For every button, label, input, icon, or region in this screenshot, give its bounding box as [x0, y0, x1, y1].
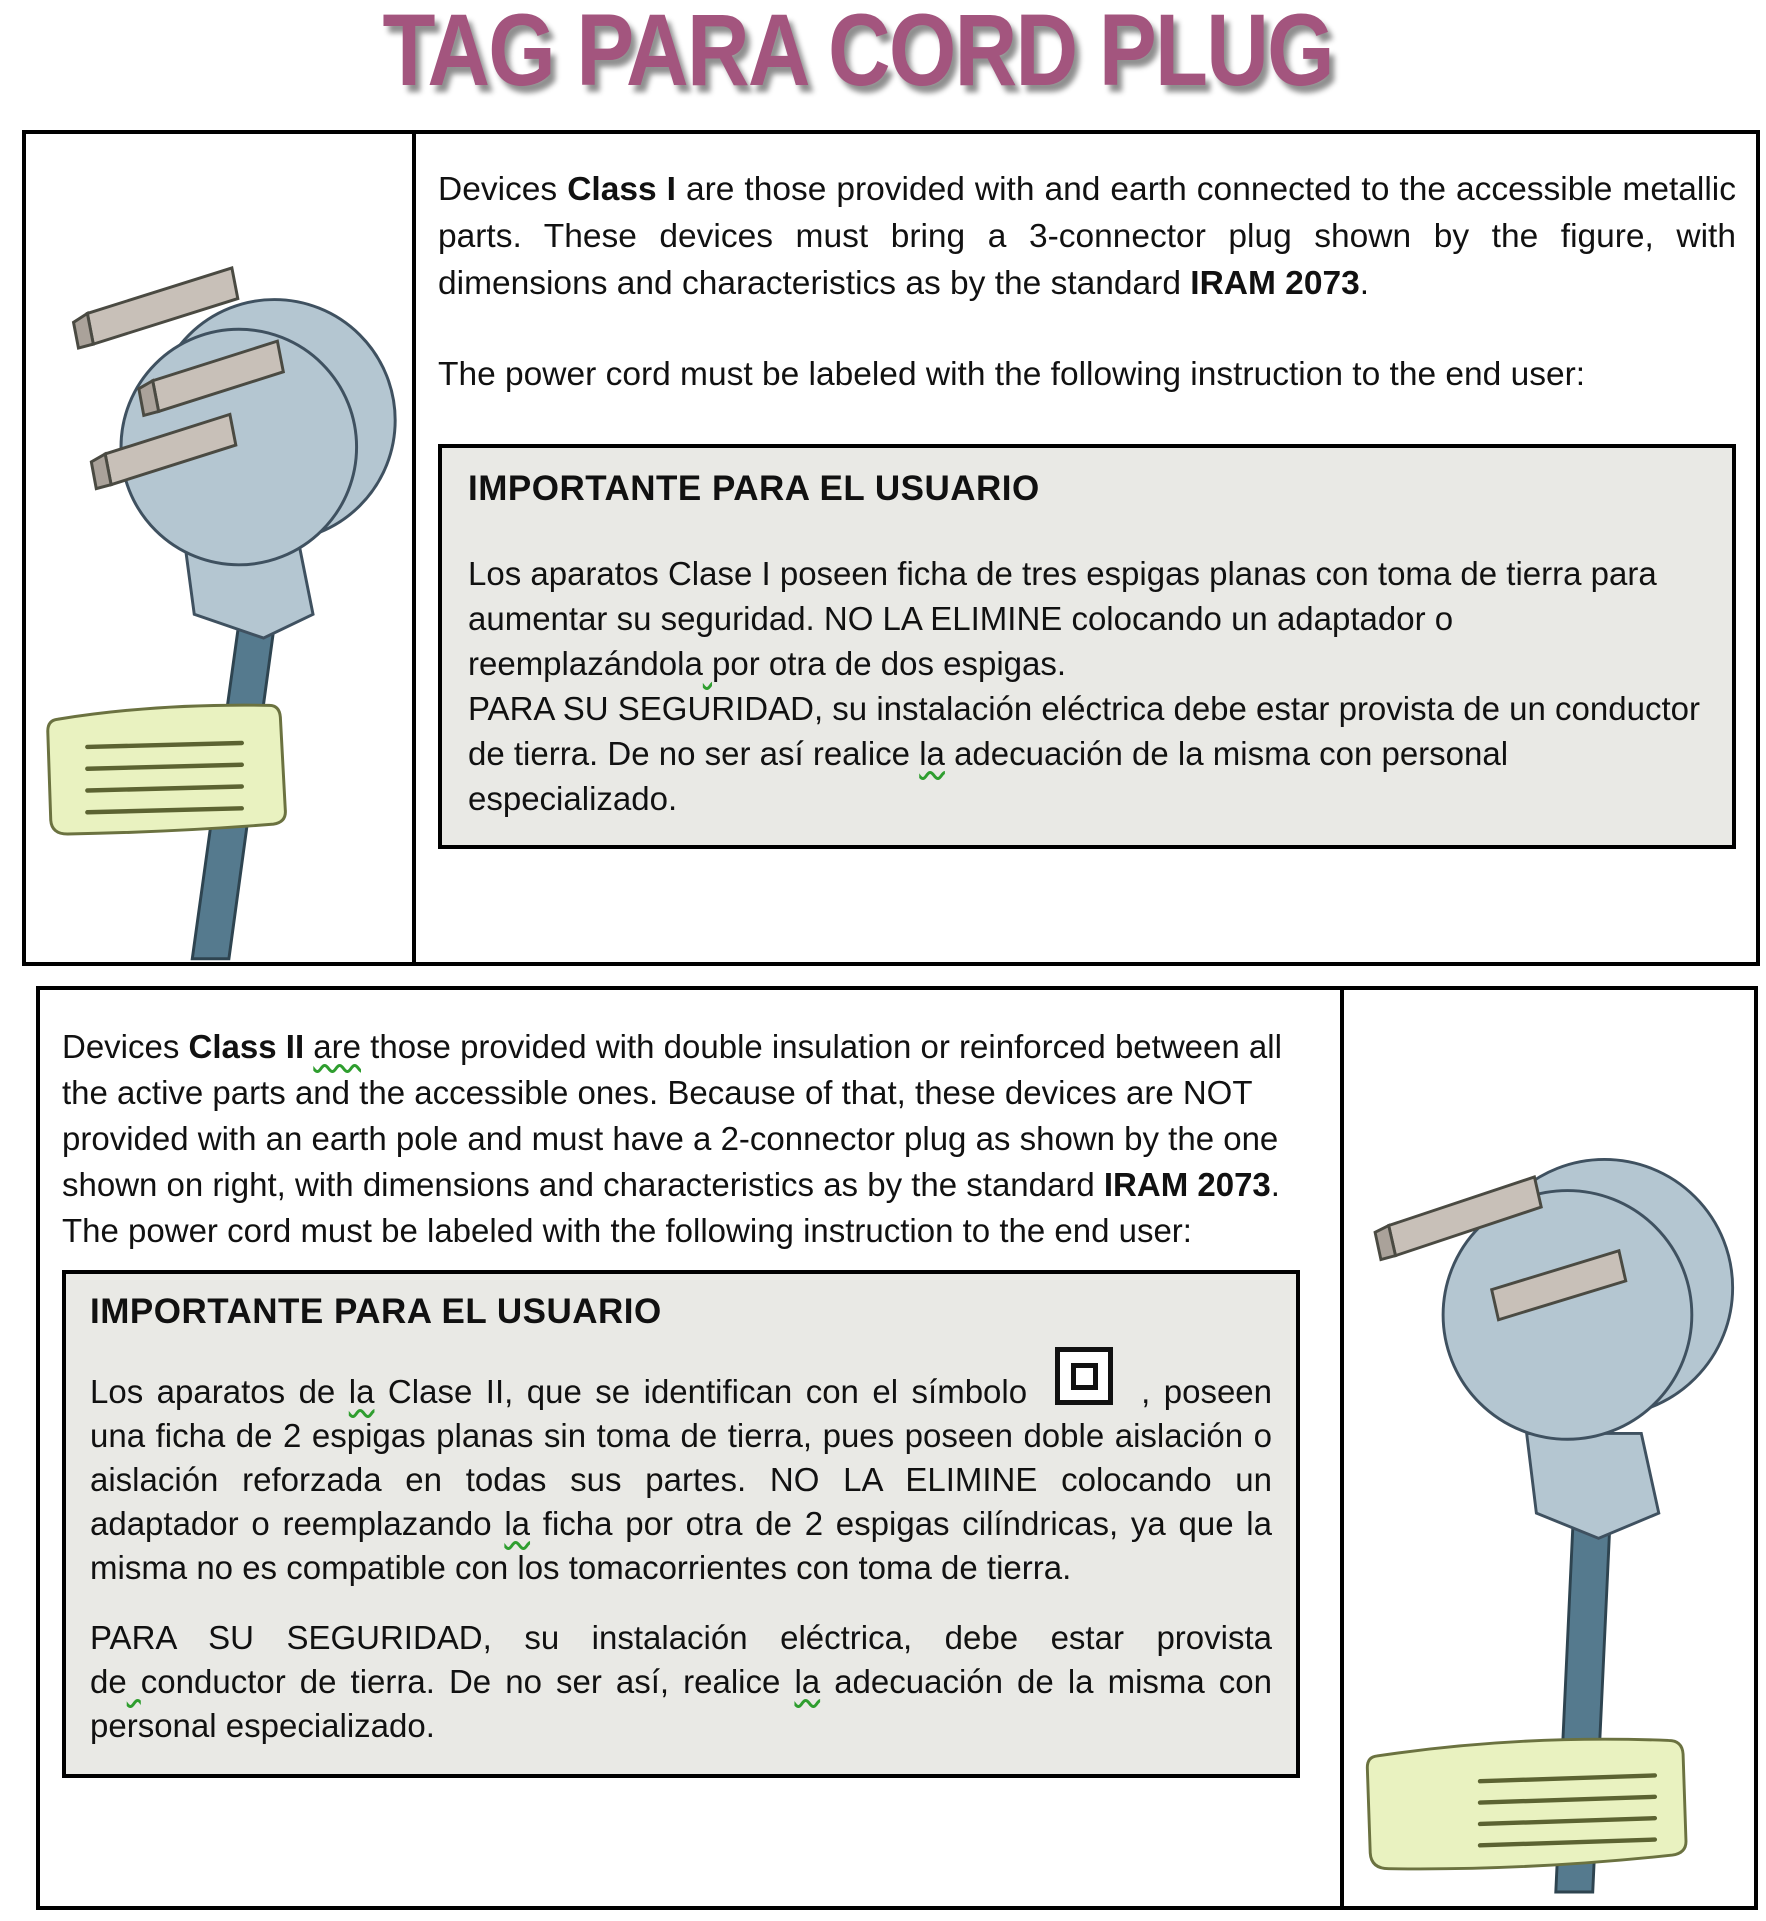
text-segment: Devices — [438, 171, 568, 208]
plug-neck — [1527, 1433, 1659, 1538]
class2-double-square-icon-inner-square — [1071, 1363, 1098, 1390]
class1-plug-figure — [26, 134, 416, 962]
spellcheck-marked-text: la — [504, 1505, 531, 1542]
class2-notice-title: IMPORTANTE PARA EL USUARIO — [90, 1292, 662, 1331]
spellcheck-marked-text: are — [313, 1028, 361, 1065]
text-segment: . — [1270, 1166, 1280, 1203]
bold-text-segment: IRAM 2073 — [1190, 265, 1360, 302]
class2-plug-figure — [1340, 990, 1754, 1906]
text-segment: adecuación de la misma con personal especializado. — [468, 735, 1509, 817]
class2-intro — [62, 1024, 1330, 1208]
text-segment — [304, 1028, 313, 1065]
text-segment: are those provided with and earth connected to the accessible metallic parts. These devices must bring a 3-connector plug shown by the figure, with dimensions and characteristics as by the standard — [438, 171, 1736, 302]
spellcheck-marked-text: la — [919, 735, 945, 772]
text-segment: , poseen una ficha de 2 espigas planas sin toma de tierra, pues poseen doble aislación o aislación reforzada en todas sus partes. NO LA ELIMINE colocando un adaptador o reemplazando — [90, 1373, 1273, 1542]
class1-intro — [438, 166, 1736, 307]
class2-instruction: The power cord must be labeled with the following instruction to the end user: — [62, 1212, 1192, 1249]
plug-3-prong-illustration — [26, 134, 412, 962]
text-segment: conductor de tierra. De no ser así, realice — [140, 1663, 795, 1700]
bold-text-segment: IRAM 2073 — [1103, 1166, 1271, 1203]
text-segment: Clase II, que se identifican con el símbolo — [374, 1373, 1028, 1410]
bold-text-segment: Class I — [567, 171, 676, 208]
spellcheck-marked-text — [703, 645, 712, 682]
class2-notice-body-1 — [90, 1370, 1272, 1590]
class1-section — [22, 130, 1760, 966]
class2-notice-body-2 — [90, 1616, 1272, 1748]
spellcheck-marked-text: la — [348, 1373, 375, 1410]
class1-text — [416, 134, 1756, 962]
class2-double-square-icon — [1055, 1393, 1125, 1403]
class1-instruction: The power cord must be labeled with the following instruction to the end user: — [438, 356, 1586, 393]
text-segment: PARA SU SEGURIDAD, su instalación eléctrica debe estar provista de un conductor de tierra. De no ser así realice — [468, 690, 1700, 772]
class2-double-square-icon-outer-square — [1055, 1347, 1113, 1405]
text-segment: Los aparatos Clase I poseen ficha de tres espigas planas con toma de tierra para aumentar su seguridad. NO LA ELIMINE colocando un adaptador o reemplazándola — [468, 555, 1657, 682]
text-segment: Devices — [62, 1028, 189, 1065]
class2-section — [36, 986, 1758, 1910]
spellcheck-marked-text — [127, 1663, 141, 1700]
bold-text-segment: Class II — [188, 1028, 305, 1065]
class2-notice-box — [62, 1270, 1300, 1778]
text-segment: adecuación de la misma con personal especializado. — [90, 1663, 1273, 1744]
cord-tag — [1367, 1739, 1686, 1869]
plug-2-prong-illustration — [1344, 990, 1754, 1906]
class1-notice-body — [468, 551, 1706, 821]
text-segment: . — [1359, 265, 1370, 302]
cord-tag — [48, 705, 286, 834]
text-segment: ficha por otra de 2 espigas cilíndricas, ya que la misma no es compatible con los tomacorrientes con toma de tierra. — [90, 1505, 1272, 1586]
class2-text — [40, 990, 1340, 1906]
text-segment: those provided with double insulation or reinforced between all the active parts and the accessible ones. Because of that, these devices are NOT provided with an earth pole and must have a 2-connector plug as shown by the one shown on right, with dimensions and characteristics as by the standard — [62, 1028, 1282, 1203]
class1-notice-box — [438, 444, 1736, 849]
page-title: TAG PARA CORD PLUG — [382, 0, 1333, 107]
text-segment: Los aparatos de — [90, 1373, 349, 1410]
spellcheck-marked-text: la — [794, 1663, 821, 1700]
text-segment: por otra de dos espigas. — [712, 645, 1067, 682]
class1-notice-title: IMPORTANTE PARA EL USUARIO — [468, 469, 1040, 508]
text-segment: PARA SU SEGURIDAD, su instalación eléctrica, debe estar provista de — [90, 1619, 1272, 1700]
